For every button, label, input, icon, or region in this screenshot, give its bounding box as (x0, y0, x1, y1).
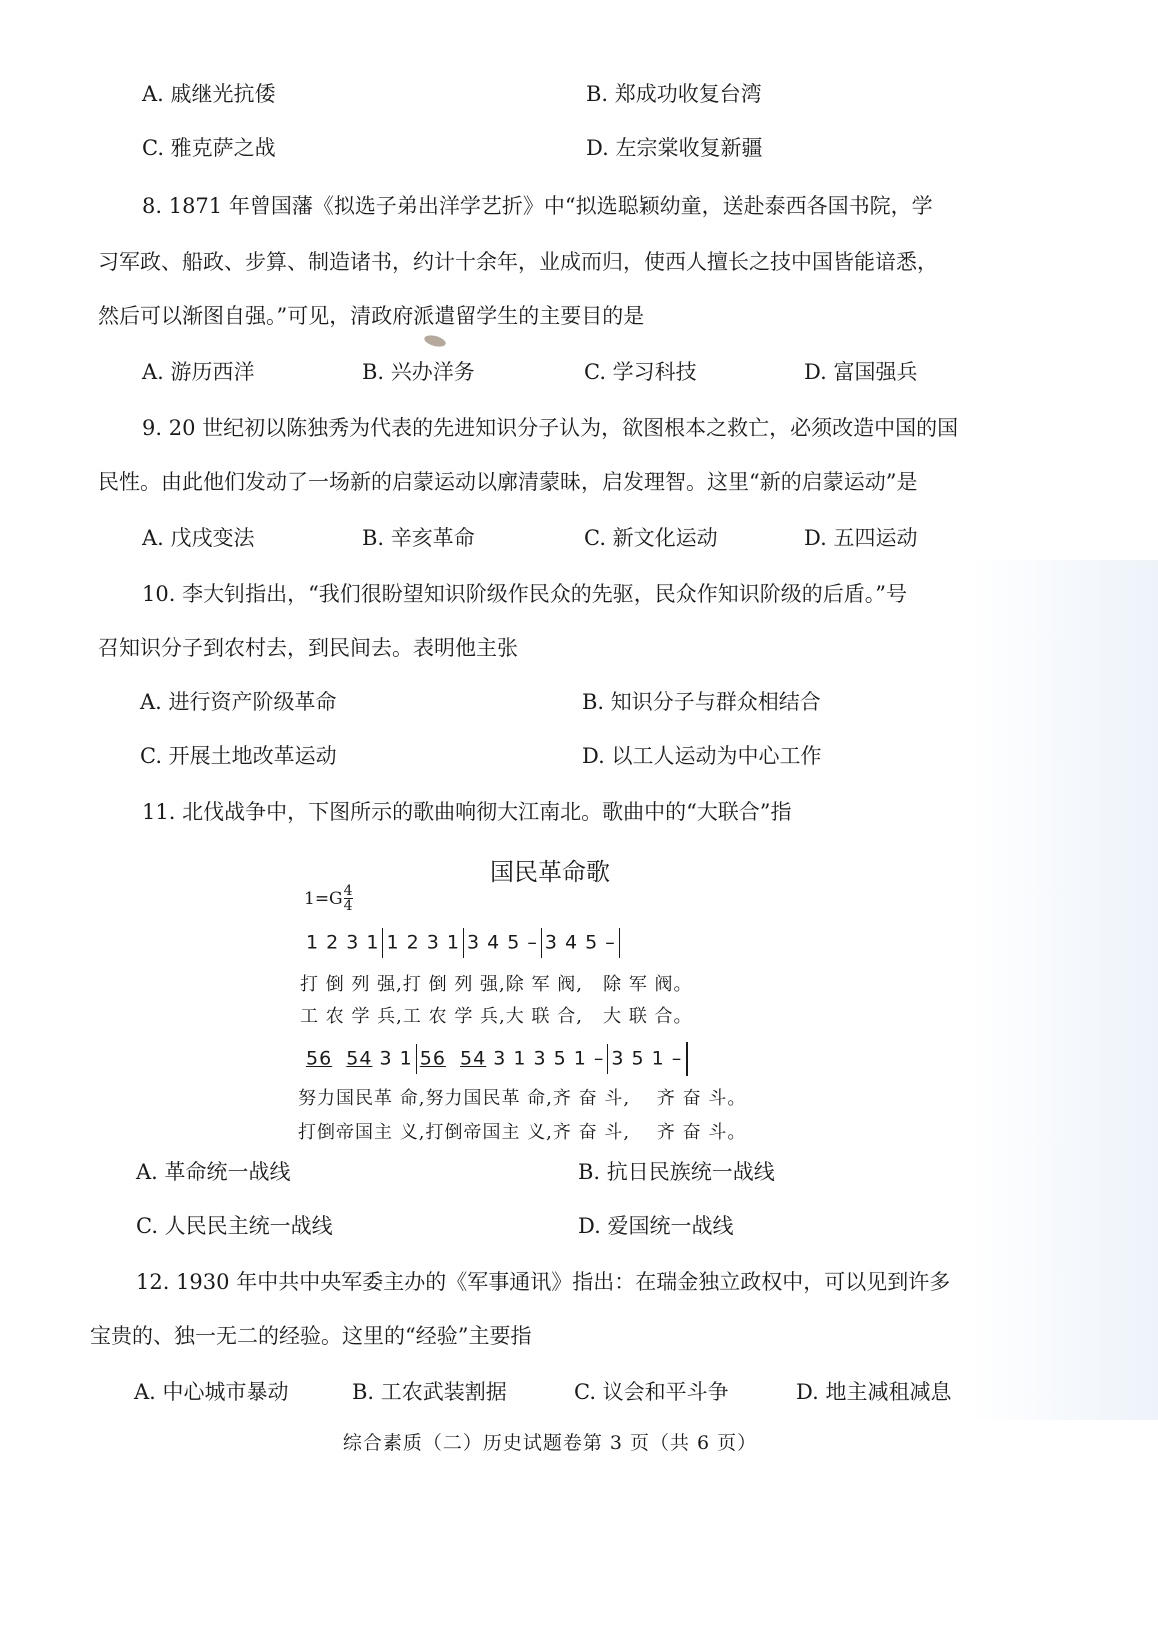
q8-option-c: C. 学习科技 (584, 360, 697, 384)
q12-option-b: B. 工农武装割据 (352, 1380, 507, 1404)
measure: 3 4 5 – (544, 931, 616, 954)
q8-stem-line2: 习军政、船政、步算、制造诸书，约计十余年，业成而归，使西人擅长之技中国皆能谙悉， (98, 250, 938, 274)
notes: 3 1 3 5 1 – (493, 1047, 605, 1070)
q11-stem: 11. 北伐战争中，下图所示的歌曲响彻大江南北。歌曲中的“大联合”指 (142, 800, 792, 824)
q9-stem-line1: 9. 20 世纪初以陈独秀为代表的先进知识分子认为，欲图根本之救亡，必须改造中国的国 (142, 416, 959, 440)
q7-option-a: A. 戚继光抗倭 (142, 82, 276, 106)
song-title: 国民革命歌 (490, 858, 610, 886)
q9-stem-line2: 民性。由此他们发动了一场新的启蒙运动以廓清蒙昧，启发理智。这里“新的启蒙运动”是 (98, 470, 918, 494)
paper-smudge (423, 333, 447, 348)
q12-option-d: D. 地主减租减息 (796, 1380, 952, 1404)
lyric-row-2a: 努力国民革 命,努力国民革 命,齐 奋 斗, 齐 奋 斗。 (298, 1088, 747, 1109)
q9-option-b: B. 辛亥革命 (362, 526, 475, 550)
lyric-row-1a: 打 倒 列 强,打 倒 列 强,除 军 阀, 除 军 阀。 (300, 974, 693, 995)
song-key-signature (304, 884, 353, 913)
page-footer: 综合素质（二）历史试题卷第 3 页（共 6 页） (342, 1432, 758, 1454)
lyric-row-2b: 打倒帝国主 义,打倒帝国主 义,齐 奋 斗, 齐 奋 斗。 (298, 1122, 747, 1143)
q9-option-d: D. 五四运动 (804, 526, 918, 550)
q11-option-d: D. 爱国统一战线 (578, 1214, 734, 1238)
measure: 1 2 3 1 (386, 931, 460, 954)
q8-option-a: A. 游历西洋 (142, 360, 255, 384)
note-pair: 56 (419, 1047, 446, 1070)
time-bottom: 4 (343, 898, 353, 914)
score-row-1 (306, 928, 623, 958)
q10-option-b: B. 知识分子与群众相结合 (582, 690, 821, 714)
q10-stem-line1: 10. 李大钊指出，“我们很盼望知识阶级作民众的先驱，民众作知识阶级的后盾。”号 (142, 582, 908, 606)
note-pair: 56 (306, 1047, 333, 1070)
q7-option-d: D. 左宗棠收复新疆 (586, 136, 763, 160)
song-time-signature (344, 884, 353, 913)
q8-option-d: D. 富国强兵 (804, 360, 918, 384)
scan-shading (968, 560, 1158, 1420)
q10-option-c: C. 开展土地改革运动 (140, 744, 337, 768)
song-key: 1=G (304, 888, 343, 909)
q12-stem-line2: 宝贵的、独一无二的经验。这里的“经验”主要指 (90, 1324, 532, 1348)
score-row-2 (306, 1042, 688, 1076)
q8-stem-line3: 然后可以渐图自强。”可见，清政府派遣留学生的主要目的是 (98, 304, 645, 328)
measure: 3 4 5 – (466, 931, 538, 954)
notes: 3 1 (379, 1047, 413, 1070)
q8-option-b: B. 兴办洋务 (362, 360, 475, 384)
q8-stem-line1: 8. 1871 年曾国藩《拟选子弟出洋学艺折》中“拟选聪颖幼童，送赴泰西各国书院，学 (142, 194, 933, 218)
q7-option-b: B. 郑成功收复台湾 (586, 82, 762, 106)
q12-stem-line1: 12. 1930 年中共中央军委主办的《军事通讯》指出：在瑞金独立政权中，可以见到许多 (136, 1270, 951, 1294)
q11-option-b: B. 抗日民族统一战线 (578, 1160, 775, 1184)
q12-option-c: C. 议会和平斗争 (574, 1380, 729, 1404)
measure: 3 5 1 – (611, 1047, 683, 1070)
q11-option-c: C. 人民民主统一战线 (136, 1214, 333, 1238)
q10-option-d: D. 以工人运动为中心工作 (582, 744, 822, 768)
lyric-row-1b: 工 农 学 兵,工 农 学 兵,大 联 合, 大 联 合。 (300, 1006, 693, 1027)
q12-option-a: A. 中心城市暴动 (134, 1380, 289, 1404)
q10-stem-line2: 召知识分子到农村去，到民间去。表明他主张 (98, 636, 518, 660)
note-pair: 54 (346, 1047, 373, 1070)
measure: 1 2 3 1 (306, 931, 380, 954)
q10-option-a: A. 进行资产阶级革命 (140, 690, 337, 714)
note-pair: 54 (460, 1047, 487, 1070)
q11-option-a: A. 革命统一战线 (136, 1160, 291, 1184)
time-top: 4 (343, 883, 353, 899)
q9-option-c: C. 新文化运动 (584, 526, 718, 550)
q7-option-c: C. 雅克萨之战 (142, 136, 276, 160)
q9-option-a: A. 戊戌变法 (142, 526, 255, 550)
